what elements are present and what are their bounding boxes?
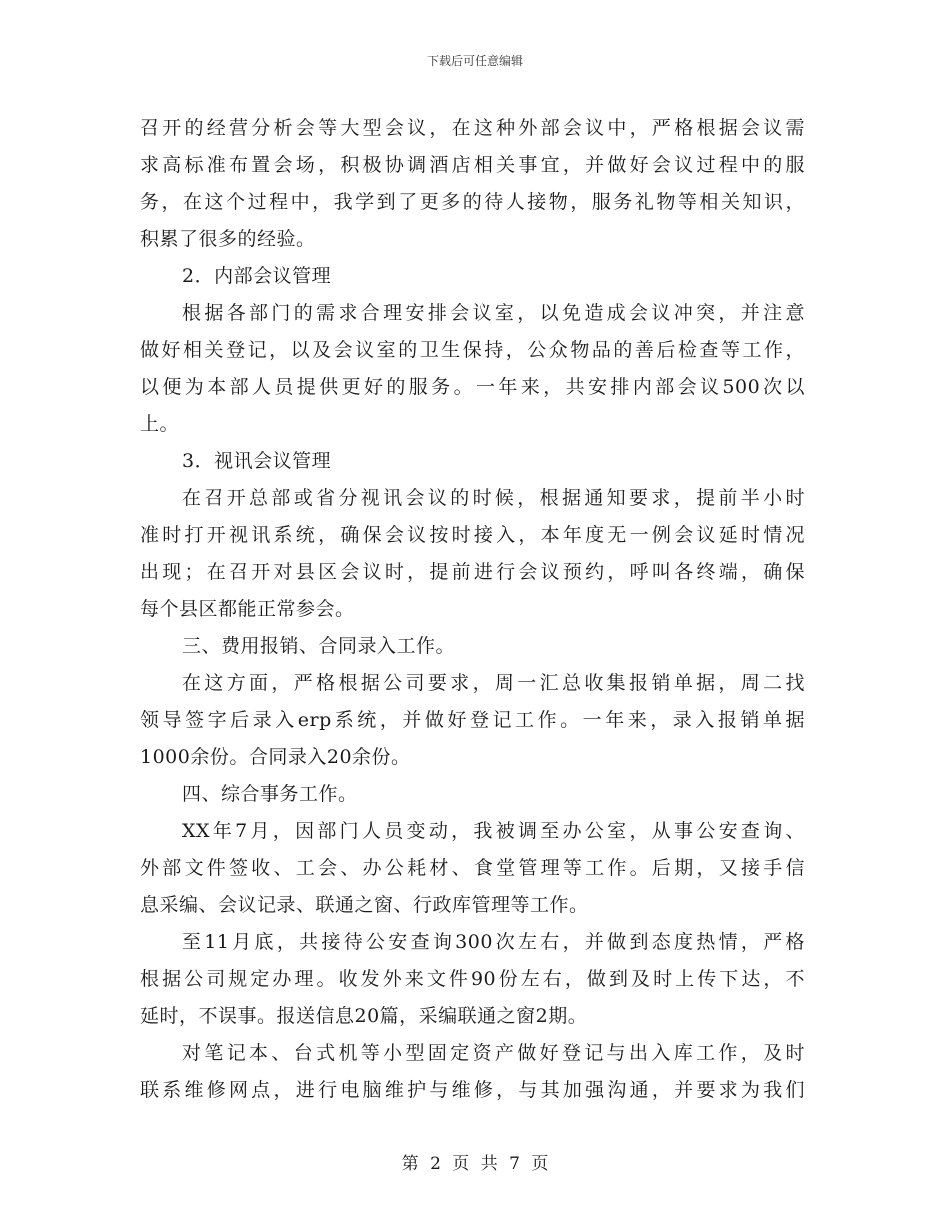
text-line: 3．视讯会议管理 [182,450,332,472]
text-line: 三、费用报销、合同录入工作。 [182,635,456,657]
text-line: 每个县区都能正常参会。 [140,598,355,620]
text-line: 积累了很多的经验。 [140,228,316,250]
text-line: 至11月底，共接待公安查询300次左右，并做到态度热情，严格 [182,931,805,953]
text-line: 准时打开视讯系统，确保会议按时接入，本年度无一例会议延时情况 [140,524,805,546]
text-line: 以便为本部人员提供更好的服务。一年来，共安排内部会议500次以 [140,376,805,398]
text-line: 联系维修网点，进行电脑维护与维修，与其加强沟通，并要求为我们 [140,1079,805,1101]
text-line: 息采编、会议记录、联通之窗、行政库管理等工作。 [140,894,589,916]
text-line: 延时，不误事。报送信息20篇，采编联通之窗2期。 [140,1005,588,1027]
text-line: 根据公司规定办理。收发外来文件90份左右，做到及时上传下达，不 [140,968,805,990]
text-line: 在这方面，严格根据公司要求，周一汇总收集报销单据，周二找 [182,672,805,694]
text-line: 对笔记本、台式机等小型固定资产做好登记与出入库工作，及时 [182,1042,805,1064]
text-line: 在召开总部或省分视讯会议的时候，根据通知要求，提前半小时 [182,487,805,509]
text-line: 求高标准布置会场，积极协调酒店相关事宜，并做好会议过程中的服 [140,154,805,176]
text-line: 根据各部门的需求合理安排会议室，以免造成会议冲突，并注意 [182,302,805,324]
text-line: 四、综合事务工作。 [182,783,358,805]
page-header: 下载后可任意编辑 [426,54,523,68]
text-line: 2．内部会议管理 [182,265,332,287]
page-footer: 第 2 页 共 7 页 [401,1154,549,1174]
text-line: 召开的经营分析会等大型会议，在这种外部会议中，严格根据会议需 [140,117,805,139]
document-body [140,110,805,1109]
text-line: 上。 [140,413,180,435]
text-line: 领导签字后录入erp系统，并做好登记工作。一年来，录入报销单据 [140,709,805,731]
text-line: 外部文件签收、工会、办公耗材、食堂管理等工作。后期，又接手信 [140,857,805,879]
text-line: 1000余份。合同录入20余份。 [140,746,411,768]
text-line: XX年7月，因部门人员变动，我被调至办公室，从事公安查询、 [182,820,805,842]
text-line: 出现；在召开对县区会议时，提前进行会议预约，呼叫各终端，确保 [140,561,805,583]
text-line: 务，在这个过程中，我学到了更多的待人接物，服务礼物等相关知识， [140,191,805,213]
text-line: 做好相关登记，以及会议室的卫生保持，公众物品的善后检查等工作， [140,339,805,361]
